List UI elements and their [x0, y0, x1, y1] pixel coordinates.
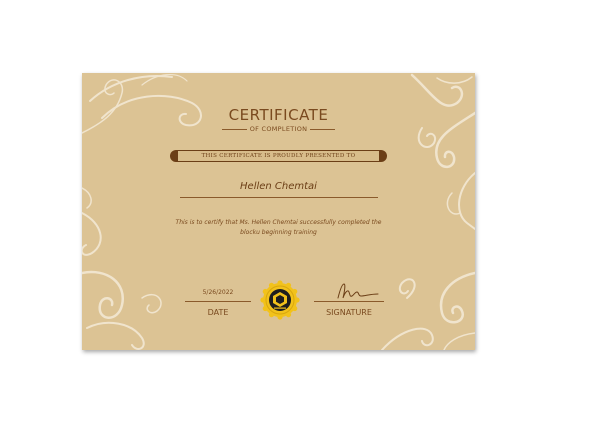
certificate-description: This is to certify that Ms. Hellen Chemtai successfully completed the blocku beginning training	[175, 219, 382, 236]
presented-to-banner: THIS CERTIFICATE IS PROUDLY PRESENTED TO	[177, 150, 380, 162]
date-line	[185, 301, 251, 302]
recipient-name: Hellen Chemtai	[240, 181, 317, 192]
signature-mark	[334, 280, 382, 302]
certificate-subtitle-row	[222, 125, 335, 133]
recipient-name-underline	[180, 197, 378, 198]
signature-line	[314, 301, 384, 302]
subtitle-divider-left	[222, 129, 247, 130]
award-seal-icon	[260, 280, 300, 320]
subtitle-divider-right	[310, 129, 335, 130]
signature-label: SIGNATURE	[326, 308, 372, 317]
date-label: DATE	[207, 308, 229, 317]
certificate-title: CERTIFICATE	[228, 106, 329, 124]
date-value: 5/26/2022	[202, 289, 234, 296]
certificate-subtitle: OF COMPLETION	[249, 125, 308, 133]
certificate-card	[82, 73, 475, 350]
